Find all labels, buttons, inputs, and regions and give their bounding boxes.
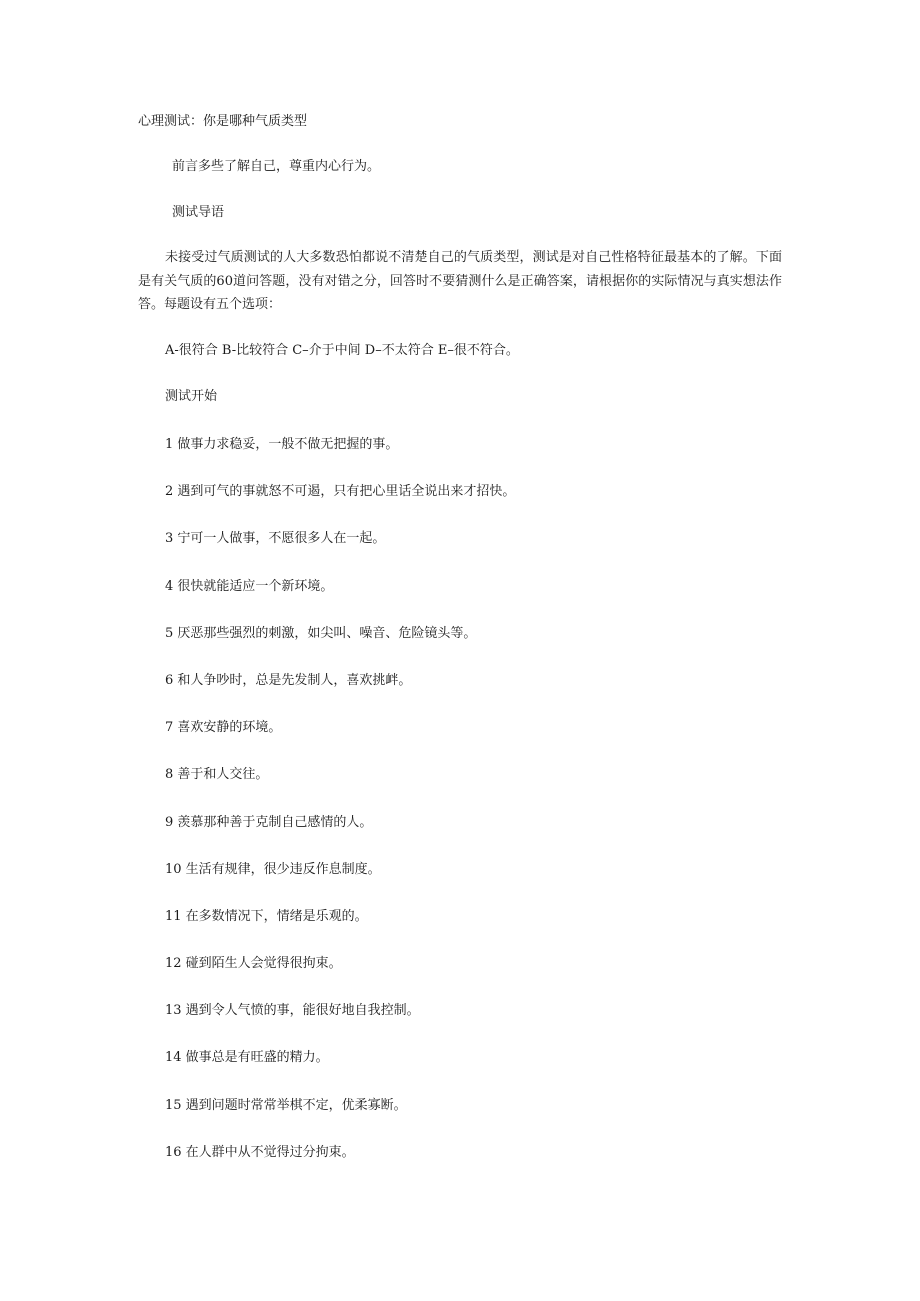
question-item: 6 和人争吵时，总是先发制人，喜欢挑衅。 (165, 672, 412, 688)
question-item: 7 喜欢安静的环境。 (165, 720, 282, 736)
guide-heading: 测试导语 (172, 205, 225, 220)
question-item: 9 羡慕那种善于克制自己感情的人。 (165, 814, 373, 830)
preface-text: 前言多些了解自己，尊重内心行为。 (172, 159, 381, 174)
question-item: 14 做事总是有旺盛的精力。 (165, 1050, 329, 1066)
question-item: 3 宁可一人做事，不愿很多人在一起。 (165, 531, 386, 547)
question-item: 8 善于和人交往。 (165, 767, 269, 783)
question-item: 10 生活有规律，很少违反作息制度。 (165, 861, 381, 877)
intro-paragraph: 未接受过气质测试的人大多数恐怕都说不清楚自己的气质类型，测试是对自己性格特征最基本的了解。下面是有关气质的60道问答题，没有对错之分，回答时不要猜测什么是正确答案，请根据你的实际情况与真实想法作答。每题设有五个选项： (138, 250, 782, 312)
question-item: 12 碰到陌生人会觉得很拘束。 (165, 956, 342, 972)
question-item: 13 遇到令人气愤的事，能很好地自我控制。 (165, 1003, 420, 1019)
page-title: 心理测试：你是哪种气质类型 (138, 114, 308, 129)
start-heading: 测试开始 (165, 389, 218, 404)
question-item: 11 在多数情况下，情绪是乐观的。 (165, 908, 368, 924)
question-item: 2 遇到可气的事就怒不可遏，只有把心里话全说出来才招快。 (165, 484, 516, 500)
question-item: 16 在人群中从不觉得过分拘束。 (165, 1144, 355, 1160)
answer-options: A-很符合 B-比较符合 C–介于中间 D–不太符合 E–很不符合。 (165, 343, 519, 358)
question-item: 15 遇到问题时常常举棋不定，优柔寡断。 (165, 1097, 407, 1113)
question-list (165, 435, 515, 1190)
question-item: 4 很快就能适应一个新环境。 (165, 578, 334, 594)
question-item: 5 厌恶那些强烈的刺激，如尖叫、噪音、危险镜头等。 (165, 625, 477, 641)
question-item: 1 做事力求稳妥，一般不做无把握的事。 (165, 437, 399, 452)
